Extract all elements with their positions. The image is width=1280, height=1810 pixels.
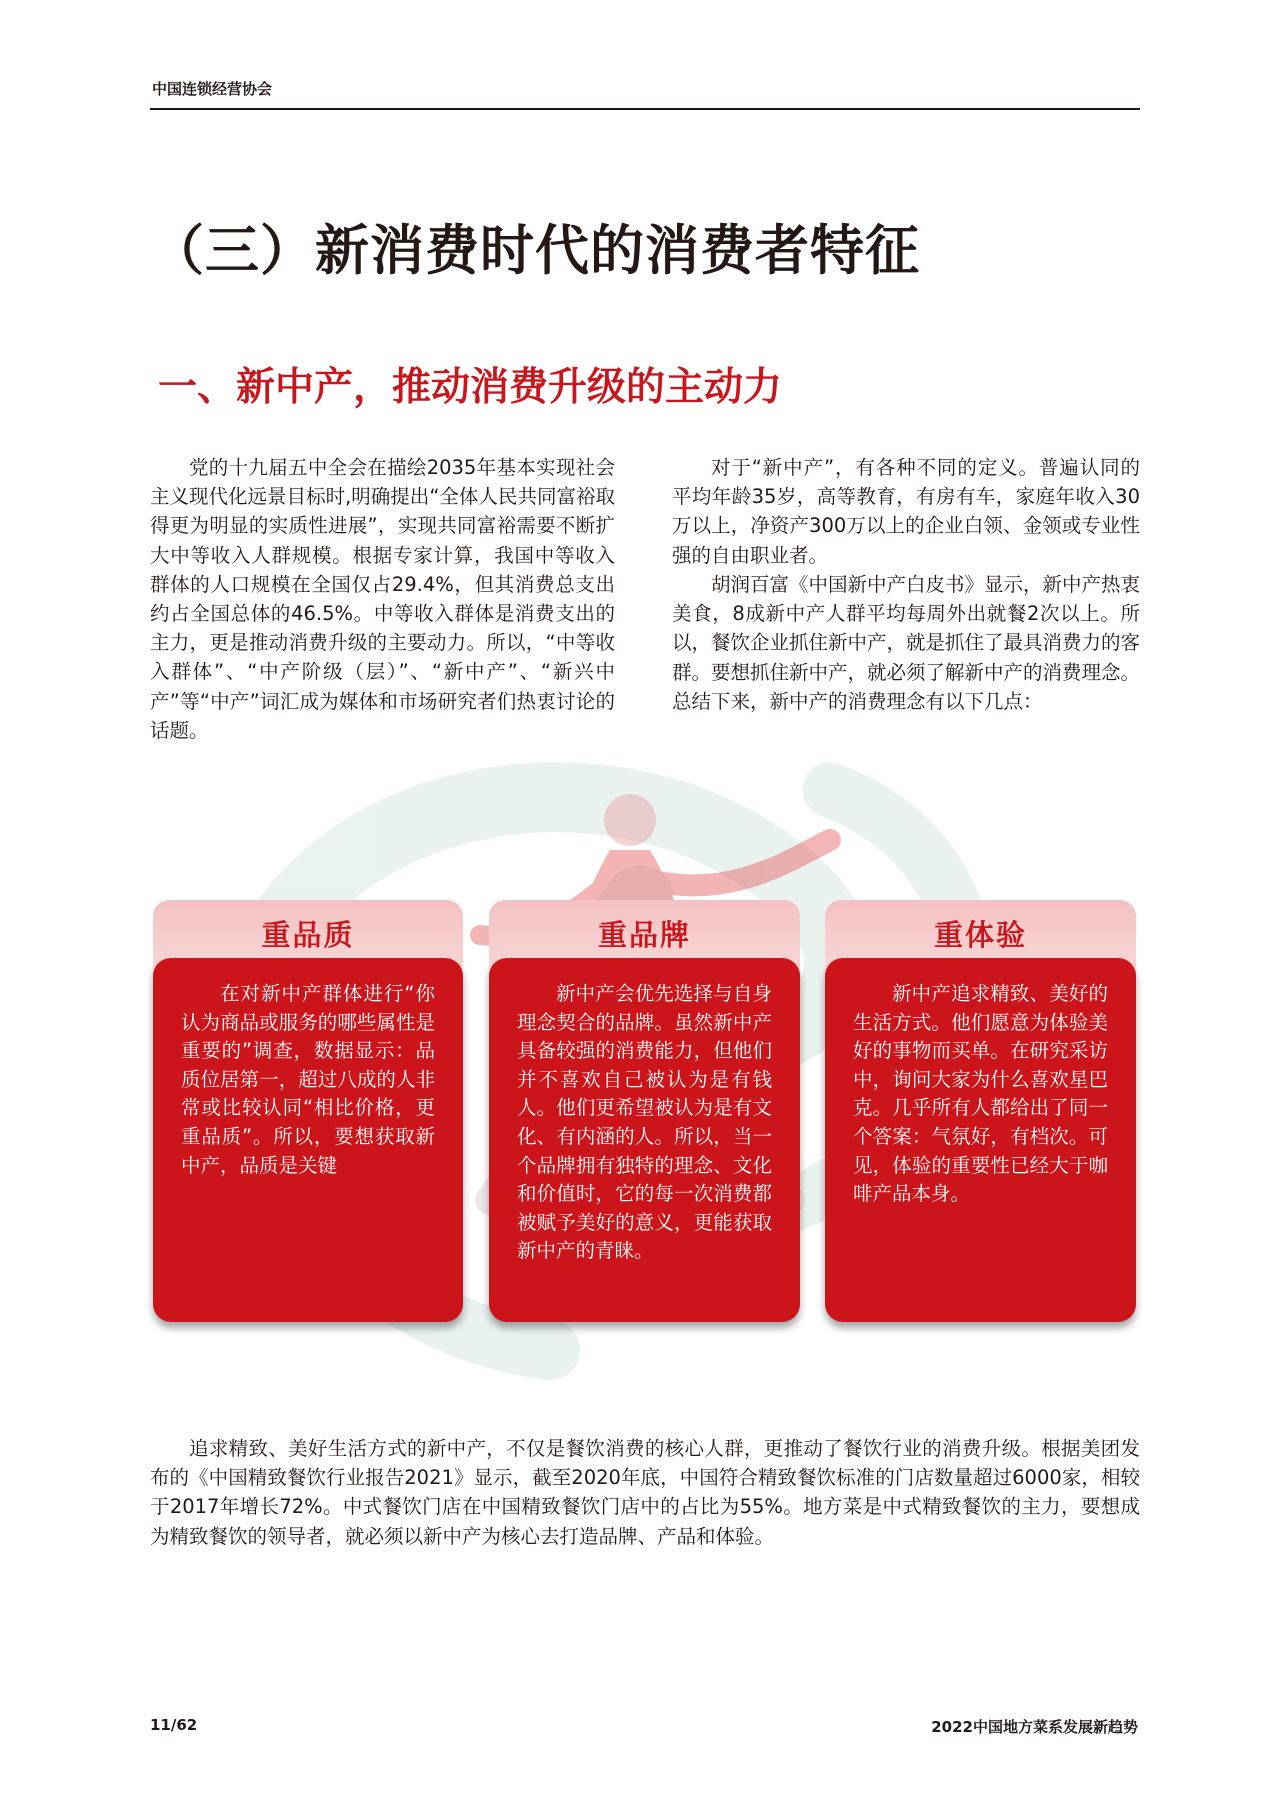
- card-experience-title: 重体验: [933, 918, 1027, 952]
- card-experience-text: 新中产追求精致、美好的生活方式。他们愿意为体验美好的事物而买单。在研究采访中，询问大家为什么喜欢星巴克。几乎所有人都给出了同一个答案：气氛好，有档次。可见，体验的重要性已经大于咖啡产品本身。: [853, 982, 1108, 1206]
- card-experience-body: [825, 958, 1136, 1322]
- section-title: （三）新消费时代的消费者特征: [150, 219, 920, 282]
- card-brand-body: [489, 958, 800, 1322]
- intro-paragraph-right-2: 胡润百富《中国新中产白皮书》显示，新中产热衷美食，8成新中产人群平均每周外出就餐2次以上。所以，餐饮企业抓住新中产，就是抓住了最具消费力的客群。要想抓住新中产，就必须了解新中产的消费理念。总结下来，新中产的消费理念有以下几点：: [672, 573, 1141, 713]
- card-brand-text: 新中产会优先选择与自身理念契合的品牌。虽然新中产具备较强的消费能力，但他们并不喜欢自己被认为是有钱人。他们更希望被认为是有文化、有内涵的人。所以，当一个品牌拥有独特的理念、文化和价值时，它的每一次消费都被赋予美好的意义，更能获取新中产的青睐。: [517, 982, 772, 1263]
- card-quality-body: [153, 958, 463, 1322]
- header-org-name: 中国连锁经营协会: [152, 80, 273, 98]
- card-quality-title: 重品质: [261, 918, 355, 952]
- footer-report-title: 2022中国地方菜系发展新趋势: [931, 1718, 1138, 1736]
- header-divider: [150, 108, 1140, 110]
- page-number: 11/62: [150, 1716, 198, 1734]
- conclusion-paragraph: 追求精致、美好生活方式的新中产，不仅是餐饮消费的核心人群，更推动了餐饮行业的消费升级。根据美团发布的《中国精致餐饮行业报告2021》显示，截至2020年底，中国符合精致餐饮标准的门店数量超过6000家，相较于2017年增长72%。中式餐饮门店在中国精致餐饮门店中的占比为55%。地方菜是中式精致餐饮的主力，要想成为精致餐饮的领导者，就必须以新中产为核心去打造品牌、产品和体验。: [150, 1437, 1140, 1548]
- intro-paragraph-left: 党的十九届五中全会在描绘2035年基本实现社会主义现代化远景目标时,明确提出“全体人民共同富裕取得更为明显的实质性进展”，实现共同富裕需要不断扩大中等收入人群规模。根据专家计算，我国中等收入群体的人口规模在全国仅占29.4%，但其消费总支出约占全国总体的46.5%。中等收入群体是消费支出的主力，更是推动消费升级的主要动力。所以，“中等收入群体”、“中产阶级（层）”、“新中产”、“新兴中产”等“中产”词汇成为媒体和市场研究者们热衷讨论的话题。: [150, 456, 615, 742]
- subsection-title: 一、新中产，推动消费升级的主动力: [158, 365, 783, 410]
- card-quality-text: 在对新中产群体进行“你认为商品或服务的哪些属性是重要的”调查，数据显示：品质位居第一，超过八成的人非常或比较认同“相比价格，更重品质”。所以，要想获取新中产，品质是关键: [181, 982, 435, 1177]
- intro-paragraph-right-1: 对于“新中产”，有各种不同的定义。普遍认同的平均年龄35岁，高等教育，有房有车，家庭年收入30万以上，净资产300万以上的企业白领、金领或专业性强的自由职业者。: [672, 456, 1140, 567]
- card-brand-title: 重品牌: [597, 918, 691, 952]
